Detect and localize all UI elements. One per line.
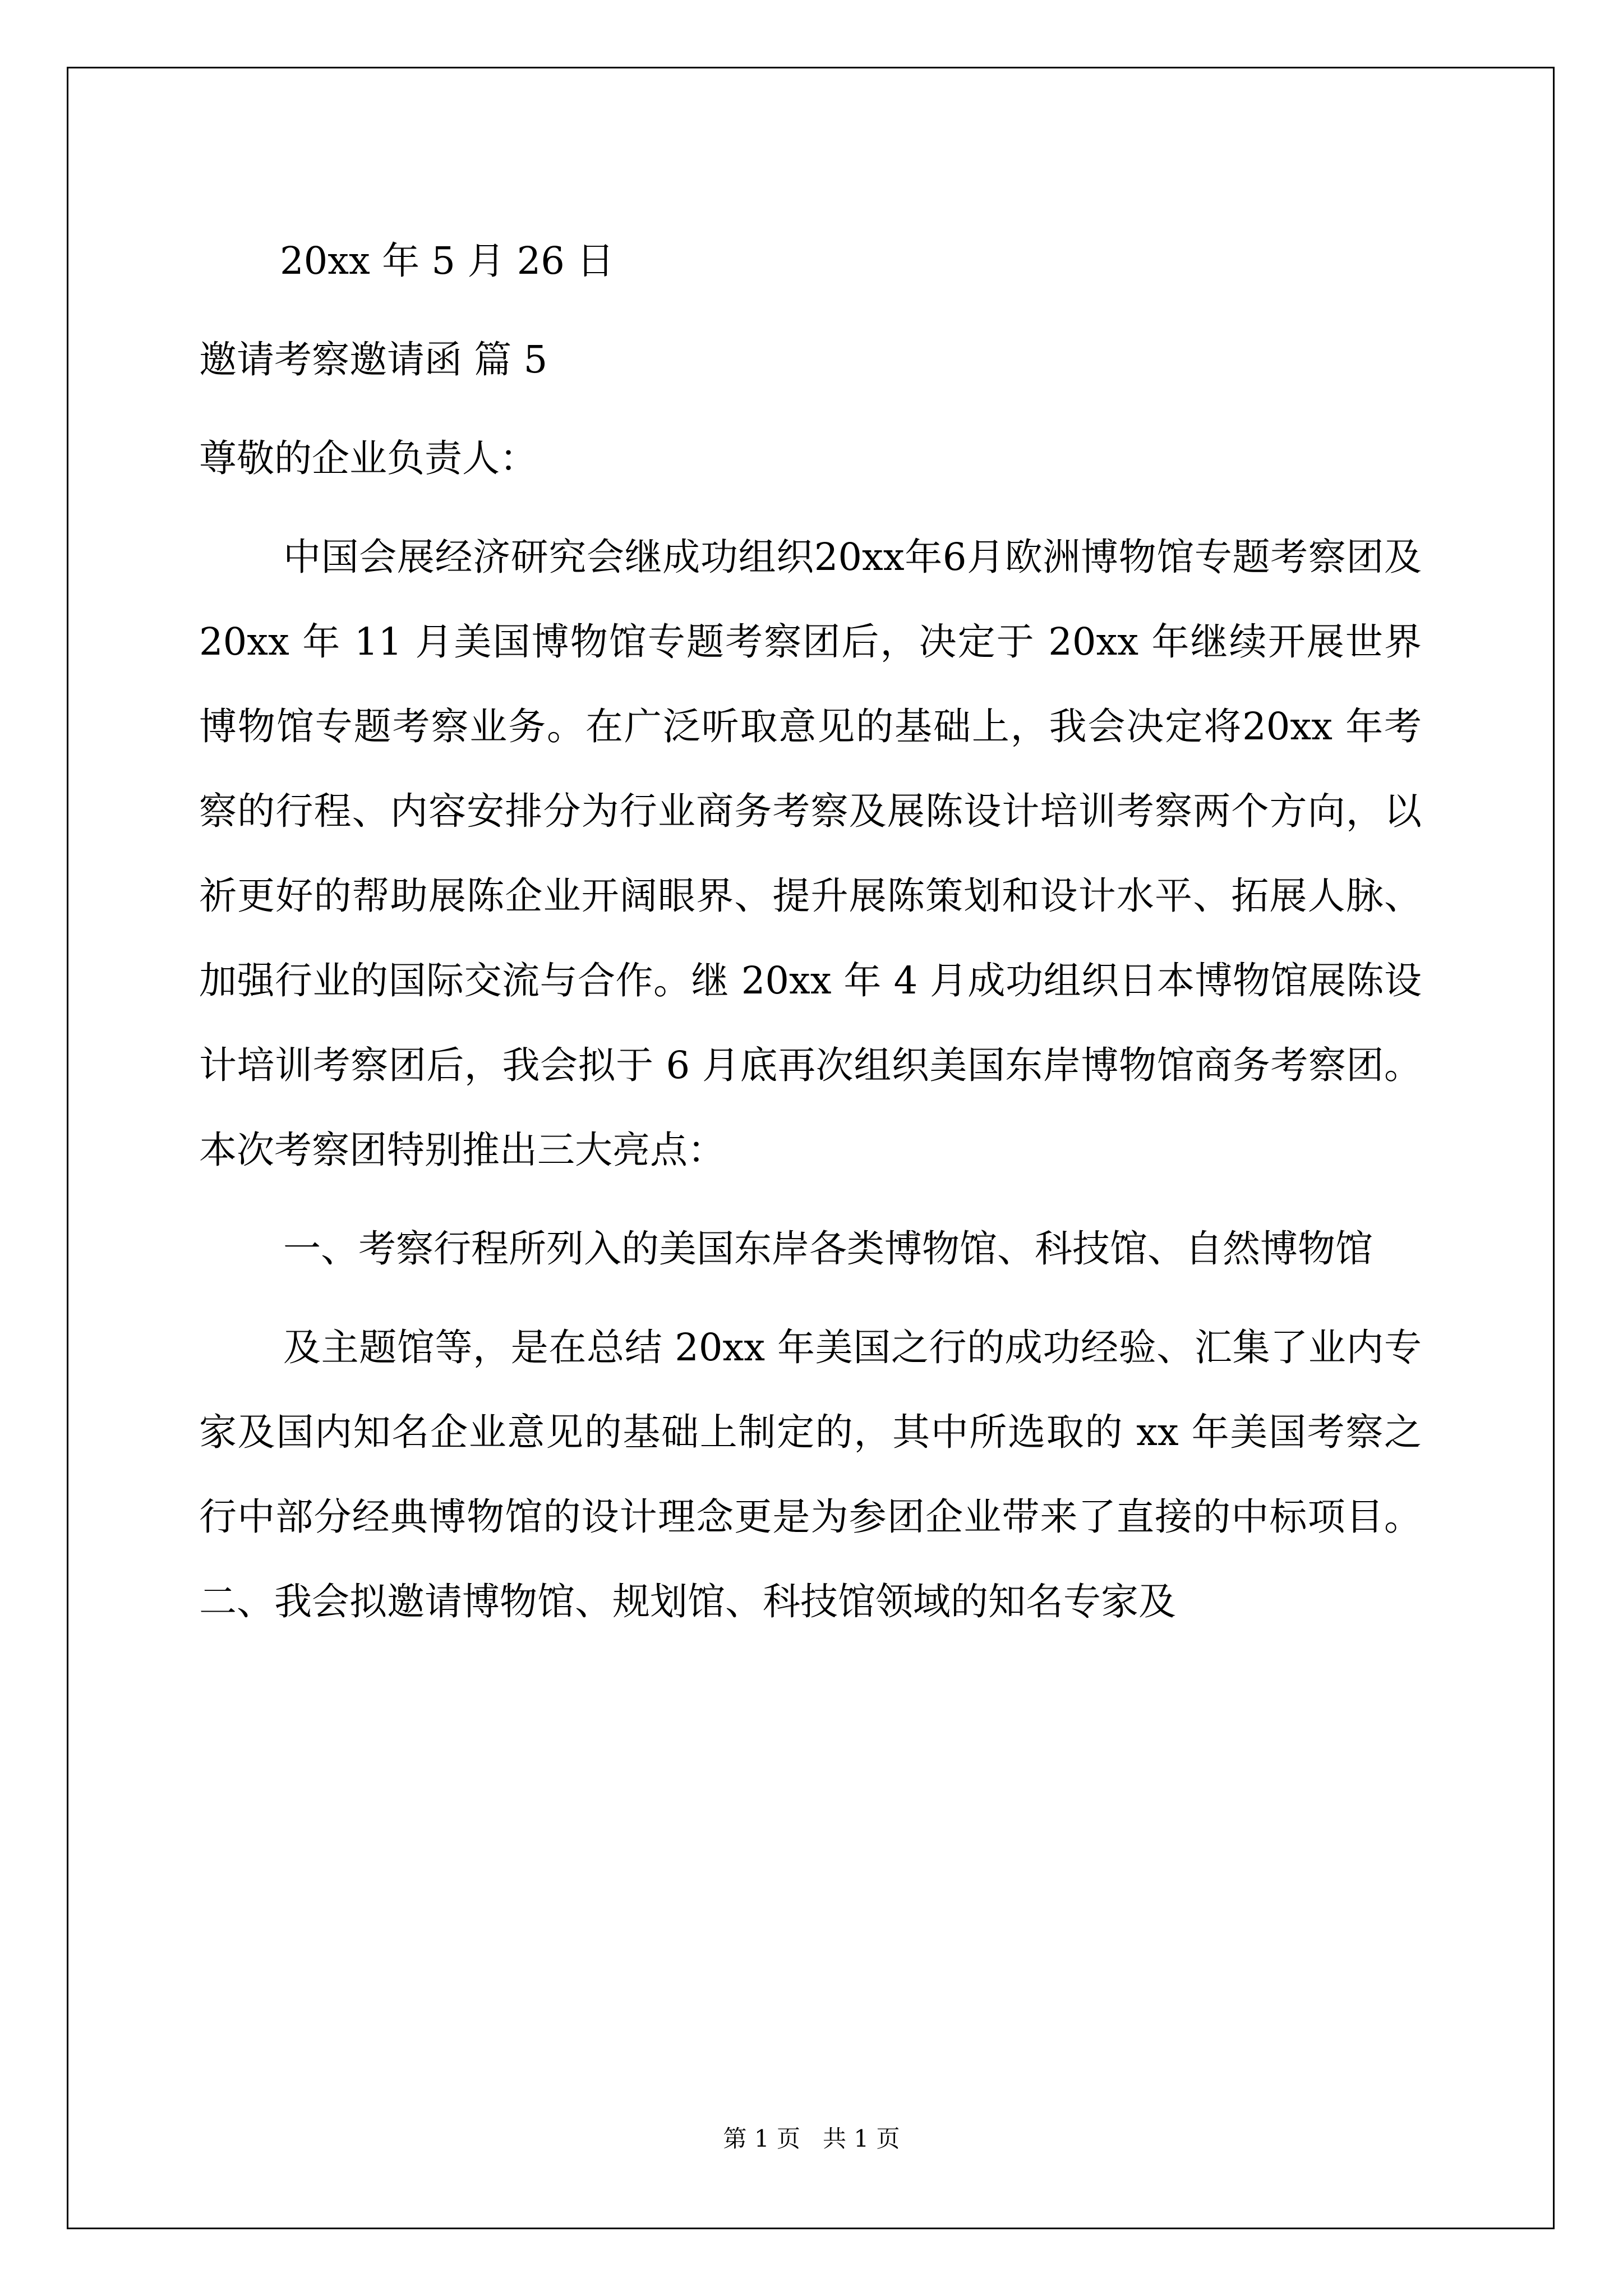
letter-heading: 邀请考察邀请函 篇 5 xyxy=(199,338,548,381)
paragraph-highlight-one: 一、考察行程所列入的美国东岸各类博物馆、科技馆、自然博物馆 xyxy=(283,1227,1373,1271)
paragraph-continuation: 及主题馆等，是在总结 20xx 年美国之行的成功经验、汇集了业内专家及国内知名企业意见的基础上制定的，其中所选取的 xx 年美国考察之行中部分经典博物馆的设计理念更是为参团企业带来了直接的中标项目。二、我会拟邀请博物馆、规划馆、科技馆领域的知名专家及 xyxy=(199,1326,1422,1623)
document-body xyxy=(199,219,1422,1644)
page-footer xyxy=(0,2125,1623,2153)
paragraph-intro: 中国会展经济研究会继成功组织20xx年6月欧洲博物馆专题考察团及 20xx 年 11 月美国博物馆专题考察团后，决定于 20xx 年继续开展世界博物馆专题考察业务。在广泛听取意见的基础上，我会决定将20xx 年考察的行程、内容安排分为行业商务考察及展陈设计培训考察两个方向，以祈更好的帮助展陈企业开阔眼界、提升展陈策划和设计水平、拓展人脉、加强行业的国际交流与合作。继 20xx 年 4 月成功组织日本博物馆展陈设计培训考察团后，我会拟于 6 月底再次组织美国东岸博物馆商务考察团。本次考察团特别推出三大亮点： xyxy=(199,535,1422,1172)
page-number: 第 1 页 xyxy=(723,2125,800,2152)
salutation: 尊敬的企业负责人： xyxy=(199,436,537,480)
letter-date: 20xx 年 5 月 26 日 xyxy=(280,239,615,283)
page-total: 共 1 页 xyxy=(823,2125,900,2152)
